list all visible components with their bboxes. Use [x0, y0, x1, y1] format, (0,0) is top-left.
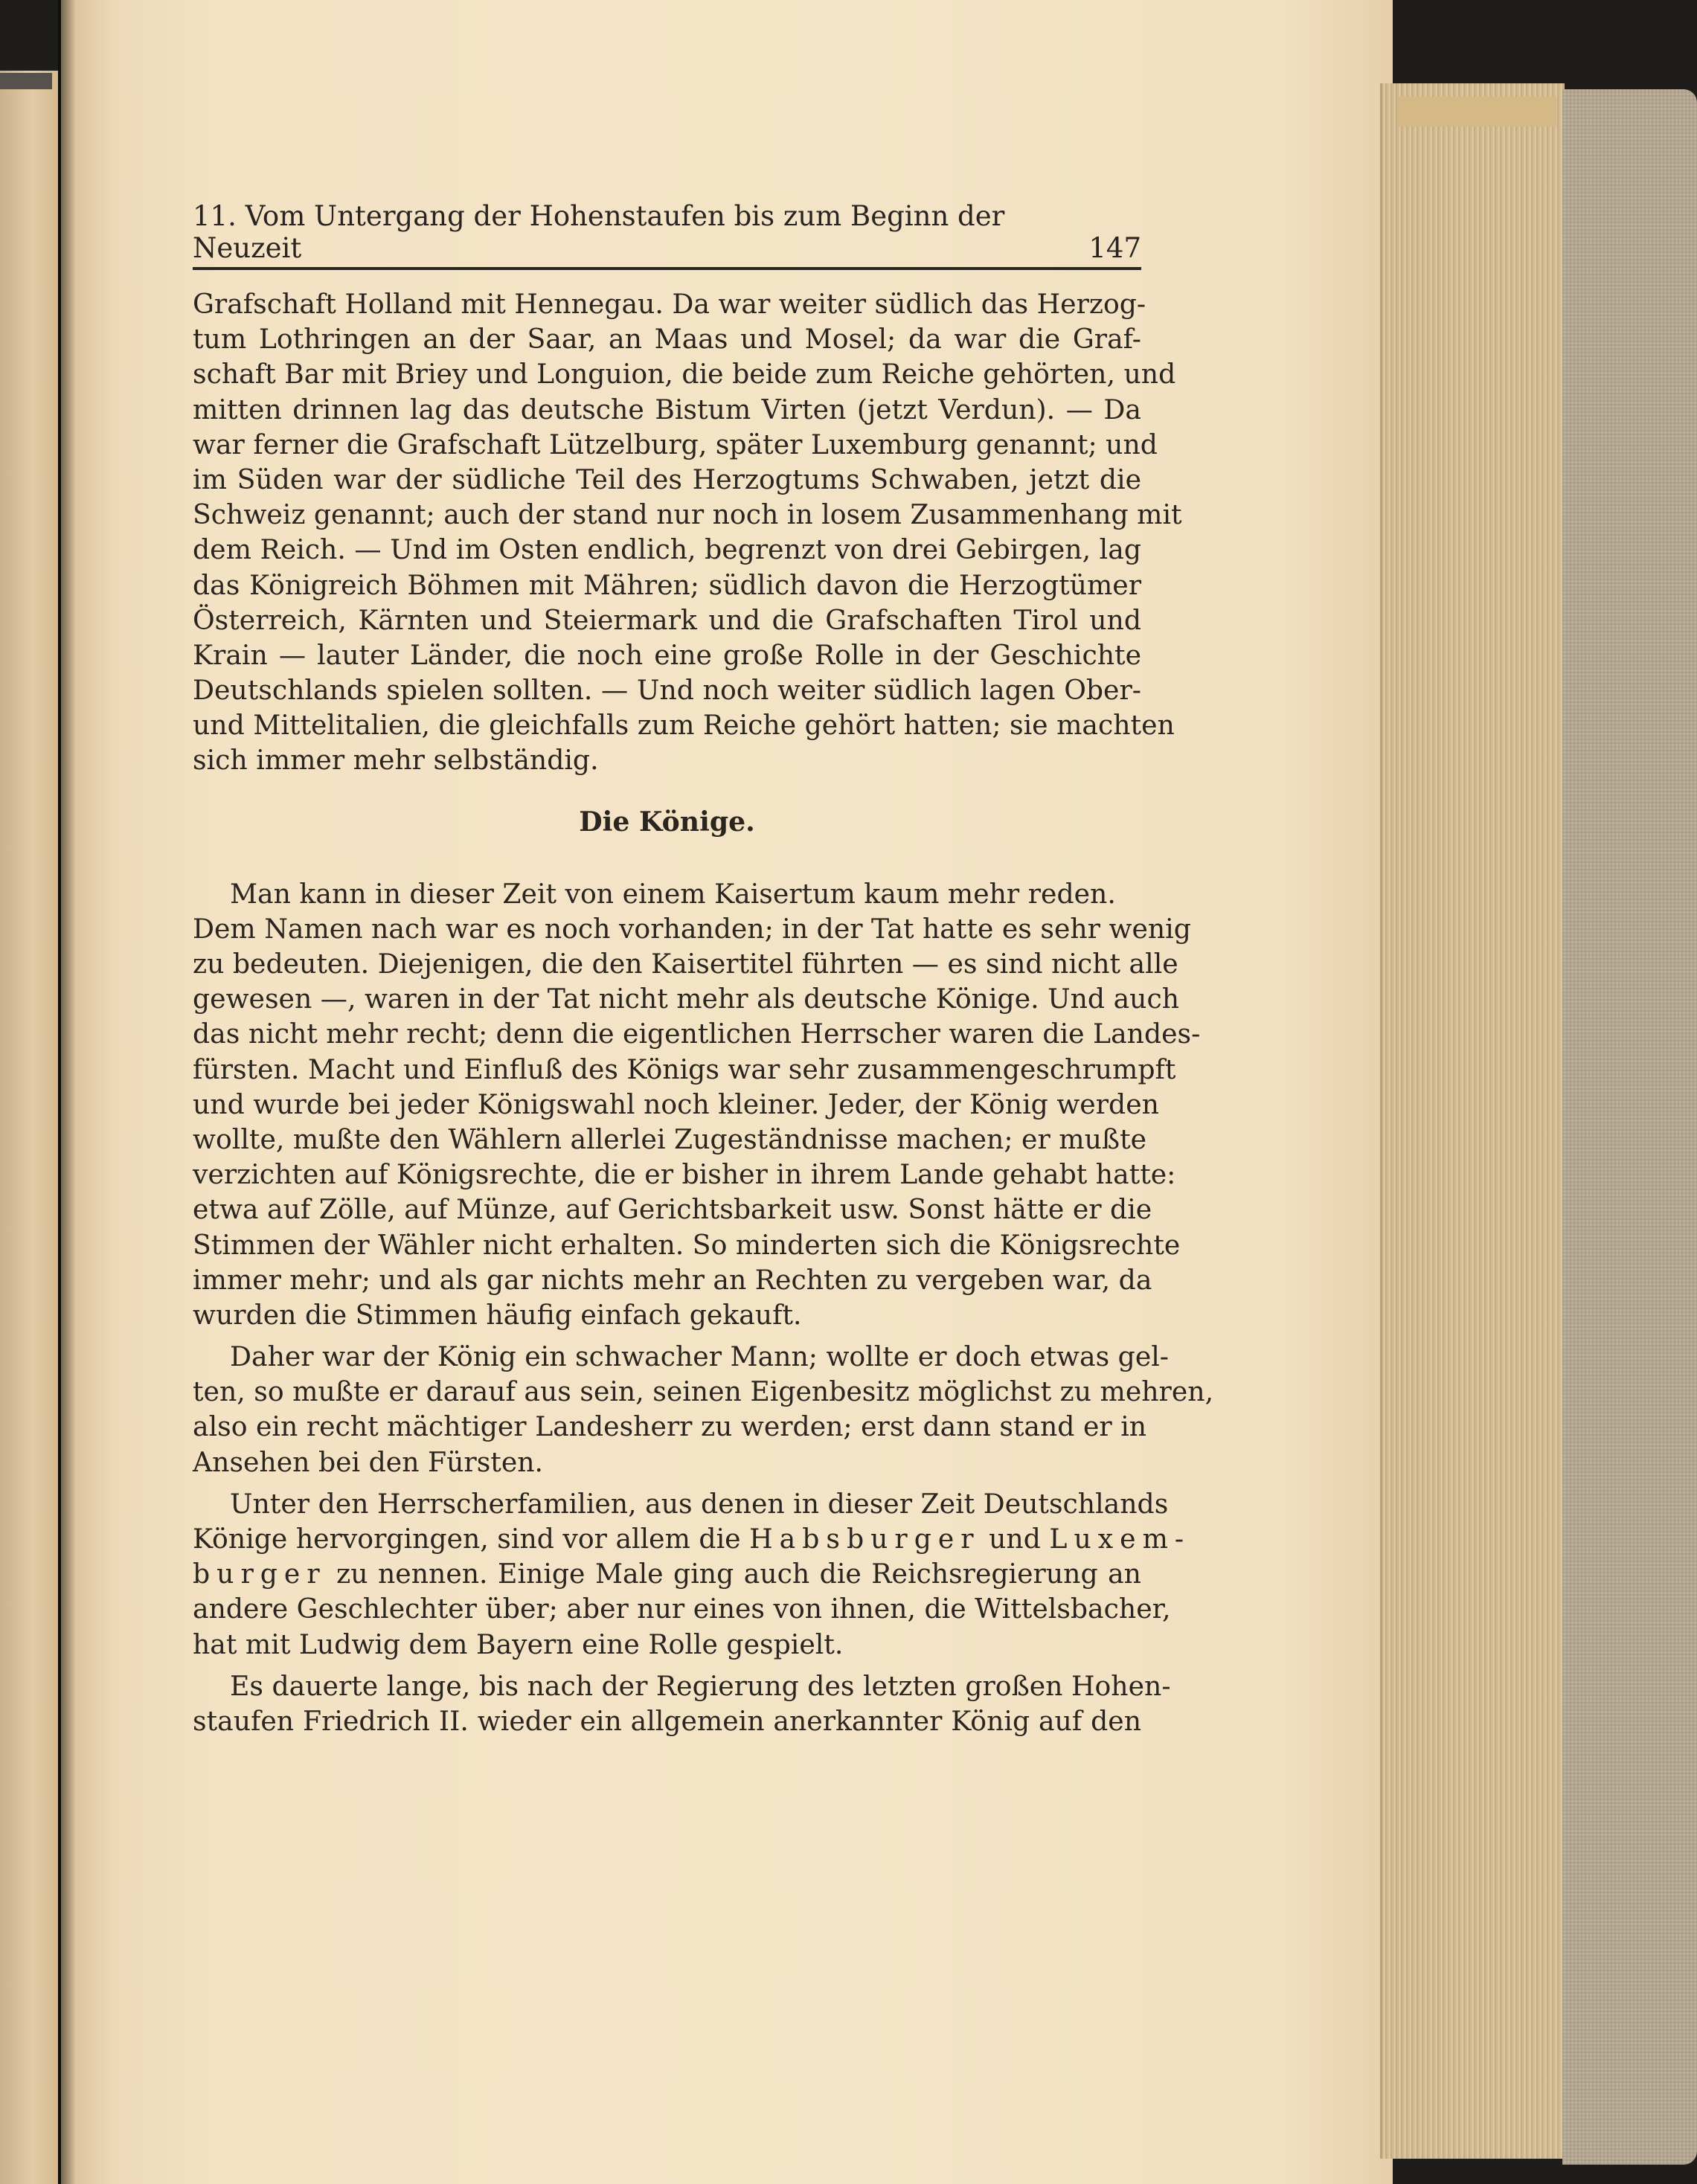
text-line: tum Lothringen an der Saar, an Maas und Mosel; da war die Graf-: [193, 323, 1141, 356]
text-line: [193, 1556, 1141, 1591]
page-block-edges: [1380, 83, 1565, 2159]
text-line: das nicht mehr recht; denn die eigentlichen Herrscher waren die Landes-: [193, 1018, 1201, 1050]
paragraph-4: [193, 1486, 1191, 1662]
text-line: staufen Friedrich II. wieder ein allgemein anerkannter König auf den: [193, 1704, 1141, 1737]
paragraph-gap: [193, 1480, 1141, 1486]
running-header: [193, 200, 1141, 270]
text-line: gewesen —, waren in der Tat nicht mehr als deutsche Könige. Und auch: [193, 983, 1180, 1015]
text-fragment: Könige hervorgingen, sind vor allem die: [193, 1523, 741, 1555]
page-block-top: [1399, 97, 1556, 126]
paragraph-gap: [193, 1332, 1141, 1339]
text-line: andere Geschlechter über; aber nur eines von ihnen, die Wittelsbacher,: [193, 1593, 1171, 1625]
paragraph-gap: [193, 1662, 1141, 1668]
text-line: Unter den Herrscherfamilien, aus denen in dieser Zeit Deutschlands: [230, 1487, 1169, 1520]
text-line: im Süden war der südliche Teil des Herzogtums Schwaben, jetzt die: [193, 463, 1141, 495]
text-line: und Mittelitalien, die gleichfalls zum Reiche gehört hatten; sie machten: [193, 709, 1175, 742]
text-line: hat mit Ludwig dem Bayern eine Rolle gespielt.: [193, 1628, 844, 1660]
text-line: Es dauerte lange, bis nach der Regierung des letzten großen Hohen-: [230, 1669, 1171, 1702]
text-line: zu bedeuten. Diejenigen, die den Kaisertitel führten — es sind nicht alle: [193, 948, 1178, 980]
text-line: Man kann in dieser Zeit von einem Kaisertum kaum mehr reden.: [230, 877, 1116, 910]
text-line: also ein recht mächtiger Landesherr zu werden; erst dann stand er in: [193, 1410, 1147, 1443]
text-line: Ansehen bei den Fürsten.: [193, 1445, 544, 1478]
text-line: das Königreich Böhmen mit Mähren; südlich davon die Herzogtümer: [193, 568, 1141, 601]
text-line: wurden die Stimmen häufig einfach gekauft.: [193, 1298, 802, 1331]
text-fragment: und: [989, 1523, 1041, 1555]
text-line: verzichten auf Königsrechte, die er bisher in ihrem Lande gehabt hatte:: [193, 1158, 1176, 1191]
text-line: ten, so mußte er darauf aus sein, seinen Eigenbesitz möglichst zu mehren,: [193, 1375, 1214, 1408]
text-fragment: zu nennen. Einige Male ging auch die Reichsregierung an: [336, 1558, 1141, 1590]
text-line: sich immer mehr selbständig.: [193, 744, 599, 777]
left-page-top-strip: [0, 73, 52, 89]
running-title: 11. Vom Untergang der Hohenstaufen bis zum Beginn der Neuzeit: [193, 200, 1005, 264]
text-line: Grafschaft Holland mit Hennegau. Da war weiter südlich das Herzog-: [193, 288, 1146, 320]
text-line: dem Reich. — Und im Osten endlich, begrenzt von drei Gebirgen, lag: [193, 533, 1141, 566]
body-text: [193, 286, 1214, 1738]
text-line: Daher war der König ein schwacher Mann; wollte er doch etwas gel-: [230, 1340, 1170, 1373]
dynasty-name-luxemburger: Luxem-: [1049, 1523, 1191, 1555]
book-cover-cloth: [1562, 89, 1697, 2165]
paragraph-2: [193, 876, 1201, 1332]
text-line: immer mehr; und als gar nichts mehr an Rechten zu vergeben war, da: [193, 1263, 1152, 1296]
text-line: fürsten. Macht und Einfluß des Königs war sehr zusammengeschrumpft: [193, 1053, 1176, 1085]
paragraph-1: [193, 286, 1182, 778]
text-line: Stimmen der Wähler nicht erhalten. So minderten sich die Königsrechte: [193, 1228, 1181, 1261]
gutter-shadow: [58, 0, 76, 2184]
text-line: mitten drinnen lag das deutsche Bistum Virten (jetzt Verdun). — Da: [193, 393, 1141, 425]
text-line: schaft Bar mit Briey und Longuion, die beide zum Reiche gehörten, und: [193, 358, 1176, 391]
page-number: 147: [1088, 232, 1141, 264]
text-line: Schweiz genannt; auch der stand nur noch in losem Zusammenhang mit: [193, 498, 1182, 531]
text-line: und wurde bei jeder Königswahl noch kleiner. Jeder, der König werden: [193, 1088, 1159, 1120]
left-page-edge: [0, 71, 58, 2184]
text-line: Krain — lauter Länder, die noch eine große Rolle in der Geschichte: [193, 638, 1141, 671]
text-line: Österreich, Kärnten und Steiermark und die Grafschaften Tirol und: [193, 603, 1141, 636]
dynasty-name-habsburger: Habsburger: [749, 1523, 981, 1555]
text-line: etwa auf Zölle, auf Münze, auf Gerichtsbarkeit usw. Sonst hätte er die: [193, 1193, 1152, 1226]
section-heading: Die Könige.: [579, 805, 755, 838]
text-line: [193, 1521, 1191, 1556]
paragraph-5: [193, 1668, 1171, 1738]
paragraph-3: [193, 1339, 1214, 1480]
text-line: wollte, mußte den Wählern allerlei Zugeständnisse machen; er mußte: [193, 1122, 1147, 1155]
text-line: Dem Namen nach war es noch vorhanden; in der Tat hatte es sehr wenig: [193, 912, 1191, 945]
text-line: war ferner die Grafschaft Lützelburg, später Luxemburg genannt; und: [193, 428, 1158, 460]
text-line: Deutschlands spielen sollten. — Und noch weiter südlich lagen Ober-: [193, 674, 1141, 707]
dynasty-name-luxemburger-end: burger: [193, 1558, 327, 1590]
